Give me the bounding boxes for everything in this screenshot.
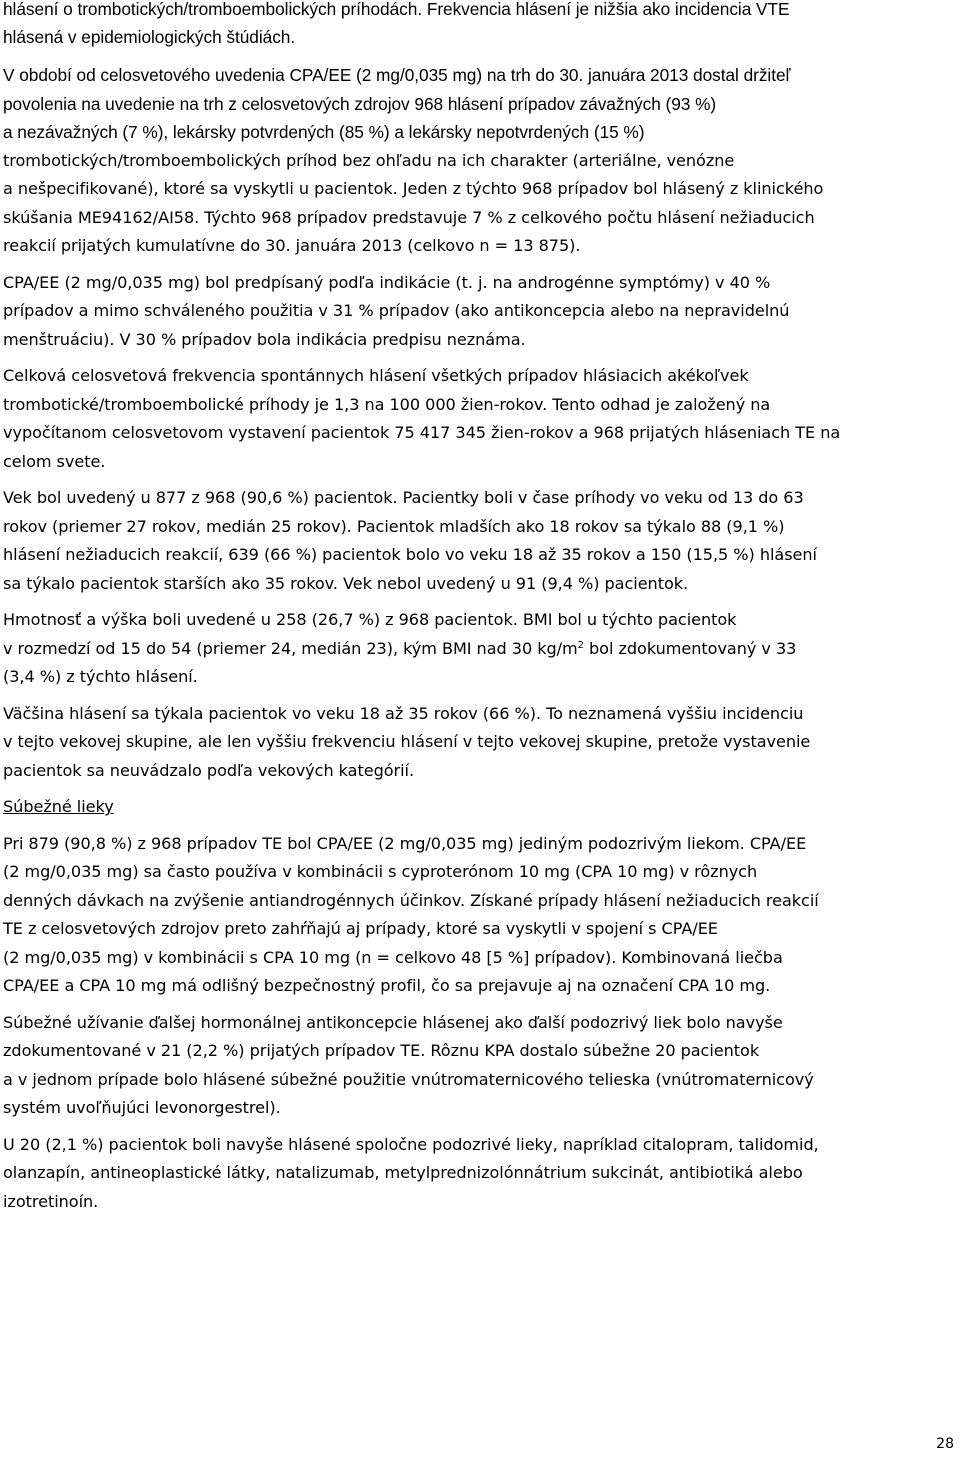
document-page bbox=[3, 0, 958, 1216]
paragraph-reported-cases: trombotických/tromboembolických príhod bez ohľadu na ich charakter (arteriálne, venózne a nešpecifikované), ktoré sa vyskytli u pacientok. Jeden z týchto 968 prípadov bol hlásený z klinického skúšania ME94162/AI58. Týchto 968 prípadov predstavuje 7 % z celkového počtu hlásení nežiaducich reakcií prijatých kumulatívne do 30. januára 2013 (celkovo n = 13 875). bbox=[3, 150, 824, 256]
paragraph-other-contraception: Súbežné užívanie ďalšej hormonálnej antikoncepcie hlásenej ako ďalší podozrivý liek bolo navyše zdokumentované v 21 (2,2 %) prijatých prípadov TE. Rôznu KPA dostalo súbežne 20 pacientok a v jednom prípade bolo hlásené súbežné použitie vnútromaternicového telieska (vnútromaternicový systém uvoľňujúci levonorgestrel). bbox=[3, 1012, 814, 1118]
page-number: 28 bbox=[936, 1436, 954, 1452]
paragraph-global-frequency: Celková celosvetová frekvencia spontánnych hlásení všetkých prípadov hlásiacich akékoľvek trombotické/tromboembolické príhody je 1,3 na 100 000 žien-rokov. Tento odhad je založený na vypočítanom celosvetovom vystavení pacientok 75 417 345 žien-rokov a 968 prijatých hláseniach TE na celom svete. bbox=[3, 366, 841, 471]
bmi-text-start: Hmotnosť a výška boli uvedené u 258 (26,7 %) z 968 pacientok. BMI bol u týchto pacientok v rozmedzí od 15 do 54 (priemer 24, medián 23), kým BMI nad 30 kg/m bbox=[3, 610, 737, 658]
bmi-text-end: bol zdokumentovaný v 33 (3,4 %) z týchto hlásení. bbox=[3, 638, 797, 687]
section-heading-concomitant-drugs: Súbežné lieky bbox=[3, 797, 114, 817]
paragraph-indication: CPA/EE (2 mg/0,035 mg) bol predpísaný podľa indikácie (t. j. na androgénne symptómy) v 40 % prípadov a mimo schváleného použitia v 31 % prípadov (ako antikoncepcia alebo na nepravidelnú menštruáciu). V 30 % prípadov bola indikácia predpisu neznáma. bbox=[3, 272, 790, 349]
paragraph-worldwide-reports: V období od celosvetového uvedenia CPA/EE (2 mg/0,035 mg) na trh do 30. januára 2013 dostal držiteľ povolenia na uvedenie na trh z celosvetových zdrojov 968 hlásení prípadov závažných (93 %) a nezávažných (7 %), lekársky potvrdených (85 %) a lekársky nepotvrdených (15 %) bbox=[3, 65, 791, 143]
paragraph-sole-suspect-drug: Pri 879 (90,8 %) z 968 prípadov TE bol CPA/EE (2 mg/0,035 mg) jediným podozrivým liekom. CPA/EE (2 mg/0,035 mg) sa často používa v kombinácii s cyproterónom 10 mg (CPA 10 mg) v rôznych denných dávkach na zvýšenie antiandrogénnych účinkov. Získané prípady hlásení nežiaducich reakcií TE z celosvetových zdrojov preto zahŕňajú aj prípady, ktoré sa vyskytli v spojení s CPA/EE (2 mg/0,035 mg) v kombinácii s CPA 10 mg (n = celkovo 48 [5 %] prípadov). Kombinovaná liečba CPA/EE a CPA 10 mg má odlišný bezpečnostný profil, čo sa prejavuje aj na označení CPA 10 mg. bbox=[3, 833, 819, 996]
paragraph-co-suspect-drugs: U 20 (2,1 %) pacientok boli navyše hlásené spoločne podozrivé lieky, napríklad citalopram, talidomid, olanzapín, antineoplastické látky, natalizumab, metylprednizolónnátrium sukcinát, antibiotiká alebo izotretinoín. bbox=[3, 1134, 819, 1211]
paragraph-age: Vek bol uvedený u 877 z 968 (90,6 %) pacientok. Pacientky boli v čase príhody vo veku od 13 do 63 rokov (priemer 27 rokov, medián 25 rokov). Pacientok mladších ako 18 rokov sa týkalo 88 (9,1 %) hlásení nežiaducich reakcií, 639 (66 %) pacientok bolo vo veku 18 až 35 rokov a 150 (15,5 %) hlásení sa týkalo pacientok starších ako 35 rokov. Vek nebol uvedený u 91 (9,4 %) pacientok. bbox=[3, 488, 817, 593]
paragraph-bmi bbox=[3, 606, 958, 692]
paragraph-reporting-frequency: hlásení o trombotických/tromboembolických príhodách. Frekvencia hlásení je nižšia ako incidencia VTE hlásená v epidemiologických štúdiách. bbox=[3, 0, 790, 48]
paragraph-age-group: Väčšina hlásení sa týkala pacientok vo veku 18 až 35 rokov (66 %). To neznamená vyššiu incidenciu v tejto vekovej skupine, ale len vyššiu frekvenciu hlásení v tejto vekovej skupine, pretože vystavenie pacientok sa neuvádzalo podľa vekových kategórií. bbox=[3, 703, 811, 780]
square-exponent: 2 bbox=[577, 639, 584, 651]
